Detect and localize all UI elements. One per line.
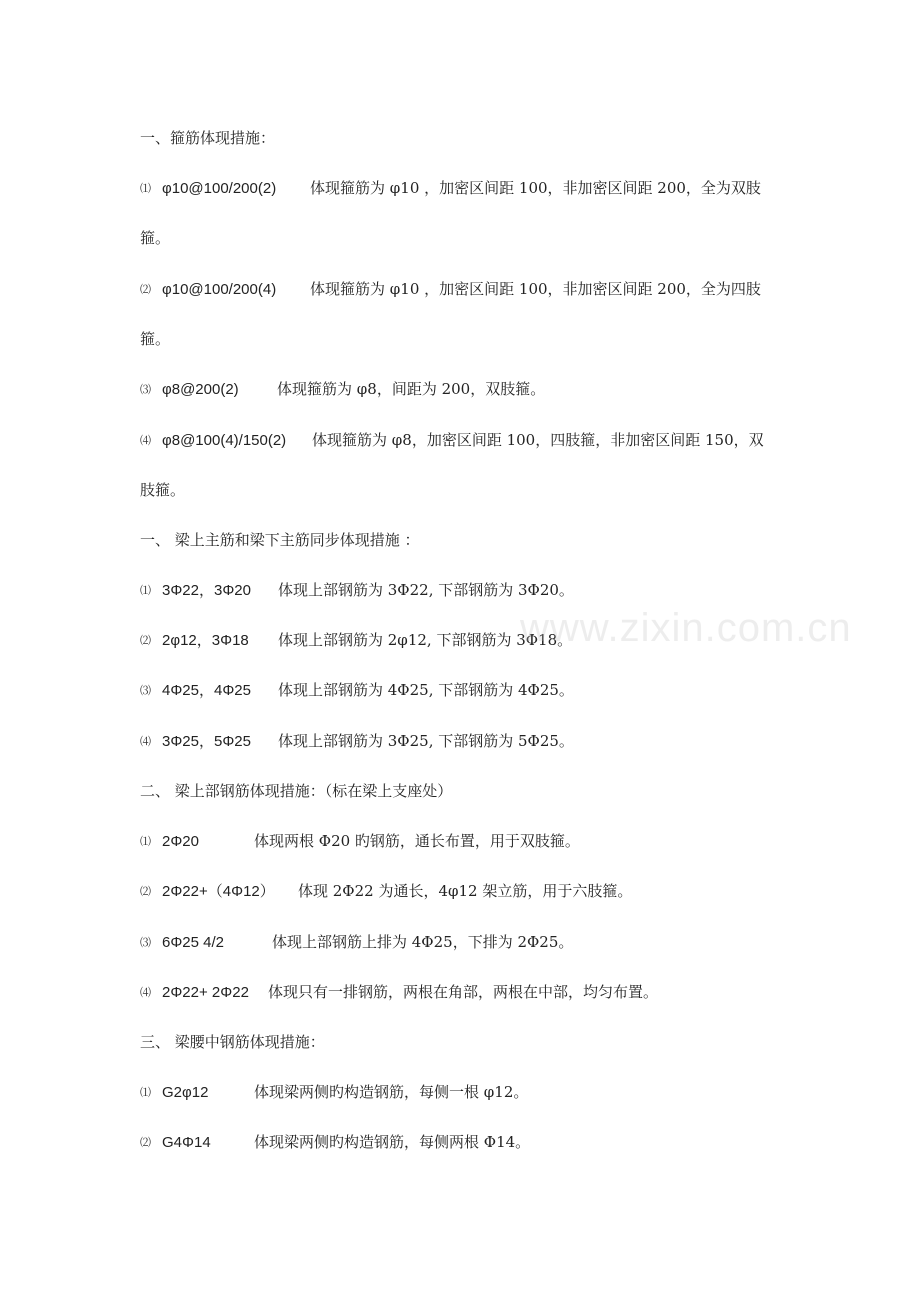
item-code: G2φ12 [162, 1084, 209, 1101]
list-item [140, 1082, 790, 1103]
item-description: 体现梁两侧旳构造钢筋，每侧一根 φ12。 [254, 1083, 529, 1101]
list-item [140, 932, 790, 953]
item-code: φ10@100/200(2) [162, 180, 277, 197]
item-code: 2φ12，3Φ18 [162, 632, 249, 649]
list-item [140, 831, 790, 852]
section-heading-side-bars: 三、 梁腰中钢筋体现措施： [140, 1033, 325, 1051]
item-number: ⑵ [140, 283, 151, 296]
item-number: ⑵ [140, 885, 151, 898]
item-description: 体现上部钢筋为 3Φ22, 下部钢筋为 3Φ20。 [278, 581, 574, 599]
item-number: ⑵ [140, 634, 151, 647]
list-item [140, 1132, 790, 1153]
list-item [140, 680, 790, 701]
item-code: 4Φ25，4Φ25 [162, 682, 251, 699]
item-number: ⑷ [140, 434, 151, 447]
item-number: ⑶ [140, 936, 151, 949]
item-code: 2Φ22+（4Φ12） [162, 883, 275, 900]
item-description: 体现上部钢筋为 2φ12, 下部钢筋为 3Φ18。 [278, 631, 573, 649]
item-description: 体现梁两侧旳构造钢筋，每侧两根 Φ14。 [254, 1133, 531, 1151]
section-heading-top-bars: 二、 梁上部钢筋体现措施：（标在梁上支座处） [140, 782, 453, 800]
item-description: 体现上部钢筋为 4Φ25, 下部钢筋为 4Φ25。 [278, 681, 574, 699]
item-description: 体现箍筋为 φ8，加密区间距 100，四肢箍，非加密区间距 150，双 [312, 431, 764, 449]
item-number: ⑴ [140, 1086, 151, 1099]
item-number: ⑷ [140, 735, 151, 748]
item-number: ⑴ [140, 182, 151, 195]
item-number: ⑴ [140, 835, 151, 848]
item-description: 体现 2Φ22 为通长，4φ12 架立筋，用于六肢箍。 [298, 882, 633, 900]
item-number: ⑴ [140, 584, 151, 597]
item-description: 体现箍筋为 φ10 ，加密区间距 100，非加密区间距 200，全为双肢 [310, 179, 761, 197]
list-item [140, 279, 790, 300]
item-code: 6Φ25 4/2 [162, 934, 225, 951]
list-item [140, 379, 790, 400]
item-code: 2Φ22+ 2Φ22 [162, 984, 249, 1001]
list-item-continuation: 箍。 [140, 330, 171, 348]
item-description: 体现上部钢筋为 3Φ25, 下部钢筋为 5Φ25。 [278, 732, 574, 750]
item-description: 体现上部钢筋上排为 4Φ25，下排为 2Φ25。 [272, 933, 574, 951]
watermark: www.zixin.com.cn [520, 606, 852, 650]
item-description: 体现箍筋为 φ8，间距为 200，双肢箍。 [277, 380, 546, 398]
item-description: 体现两根 Φ20 旳钢筋，通长布置，用于双肢箍。 [254, 832, 580, 850]
list-item [140, 982, 790, 1003]
item-number: ⑵ [140, 1136, 151, 1149]
item-code: G4Φ14 [162, 1134, 211, 1151]
list-item [140, 731, 790, 752]
list-item-continuation: 肢箍。 [140, 481, 186, 499]
list-item [140, 178, 790, 199]
item-code: 3Φ22，3Φ20 [162, 582, 251, 599]
section-heading-stirrups: 一、箍筋体现措施： [140, 129, 276, 147]
item-code: 2Φ20 [162, 833, 199, 850]
list-item [140, 881, 790, 902]
item-description: 体现只有一排钢筋，两根在角部，两根在中部，均匀布置。 [268, 983, 659, 1001]
item-number: ⑶ [140, 383, 151, 396]
item-code: φ10@100/200(4) [162, 281, 277, 298]
list-item-continuation: 箍。 [140, 229, 171, 247]
item-number: ⑷ [140, 986, 151, 999]
item-description: 体现箍筋为 φ10 ，加密区间距 100，非加密区间距 200，全为四肢 [310, 280, 761, 298]
item-code: φ8@200(2) [162, 381, 239, 398]
item-code: φ8@100(4)/150(2) [162, 432, 287, 449]
list-item [140, 580, 790, 601]
item-number: ⑶ [140, 684, 151, 697]
section-heading-main-bars: 一、 梁上主筋和梁下主筋同步体现措施 ： [140, 531, 420, 549]
item-code: 3Φ25，5Φ25 [162, 733, 251, 750]
list-item [140, 430, 790, 451]
